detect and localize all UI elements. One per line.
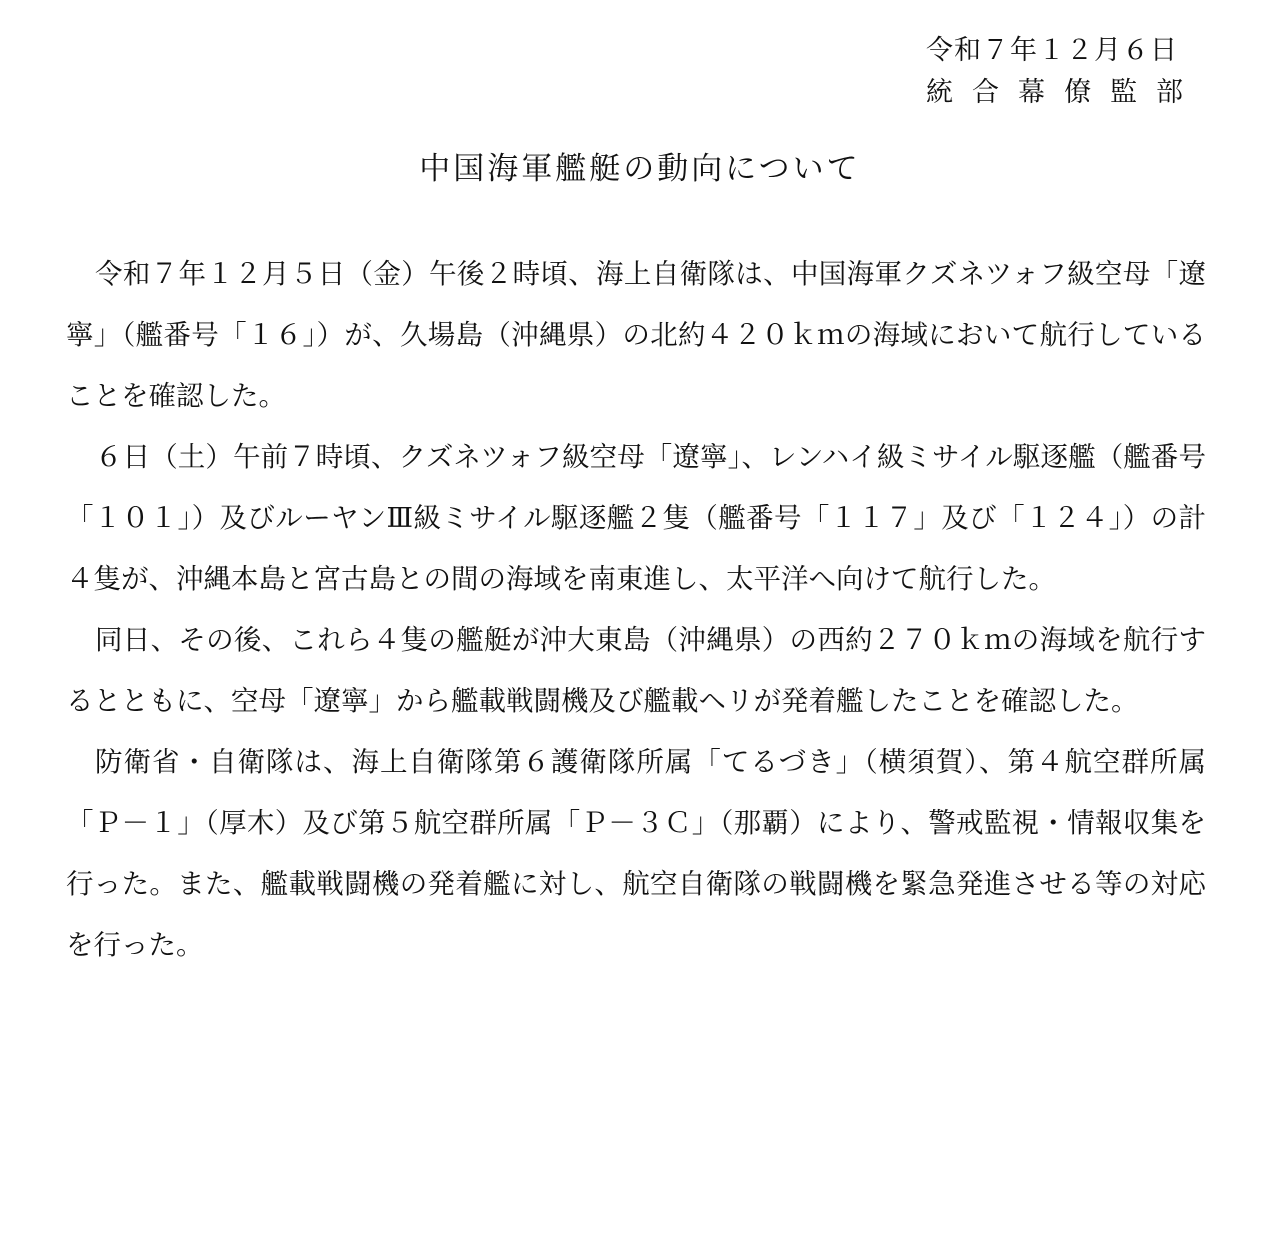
paragraph-1: 令和７年１２月５日（金）午後２時頃、海上自衛隊は、中国海軍クズネツォフ級空母「遼寧」（艦番号「１６」）が、久場島（沖縄県）の北約４２０ｋｍの海域において航行していることを確認した。 [66,258,1206,412]
page-title: 中国海軍艦艇の動向について [419,151,861,187]
document-header [926,30,1202,114]
issue-date: 令和７年１２月６日 [926,35,1178,66]
paragraph-4: 防衛省・自衛隊は、海上自衛隊第６護衛隊所属「てるづき」（横須賀）、第４航空群所属「Ｐ－１」（厚木）及び第５航空群所属「Ｐ－３Ｃ」（那覇）により、警戒監視・情報収集を行った。また、艦載戦闘機の発着艦に対し、航空自衛隊の戦闘機を緊急発進させる等の対応を行った。 [66,746,1206,961]
paragraph-3: 同日、その後、これら４隻の艦艇が沖大東島（沖縄県）の西約２７０ｋｍの海域を航行するとともに、空母「遼寧」から艦載戦闘機及び艦載ヘリが発着艦したことを確認した。 [66,624,1206,717]
document-body [66,244,1206,976]
paragraph-2: ６日（土）午前７時頃、クズネツォフ級空母「遼寧」、レンハイ級ミサイル駆逐艦（艦番号「１０１」）及びルーヤンⅢ級ミサイル駆逐艦２隻（艦番号「１１７」及び「１２４」）の計４隻が、沖縄本島と宮古島との間の海域を南東進し、太平洋へ向けて航行した。 [66,441,1206,595]
issuing-organization: 統合幕僚監部 [926,77,1202,108]
